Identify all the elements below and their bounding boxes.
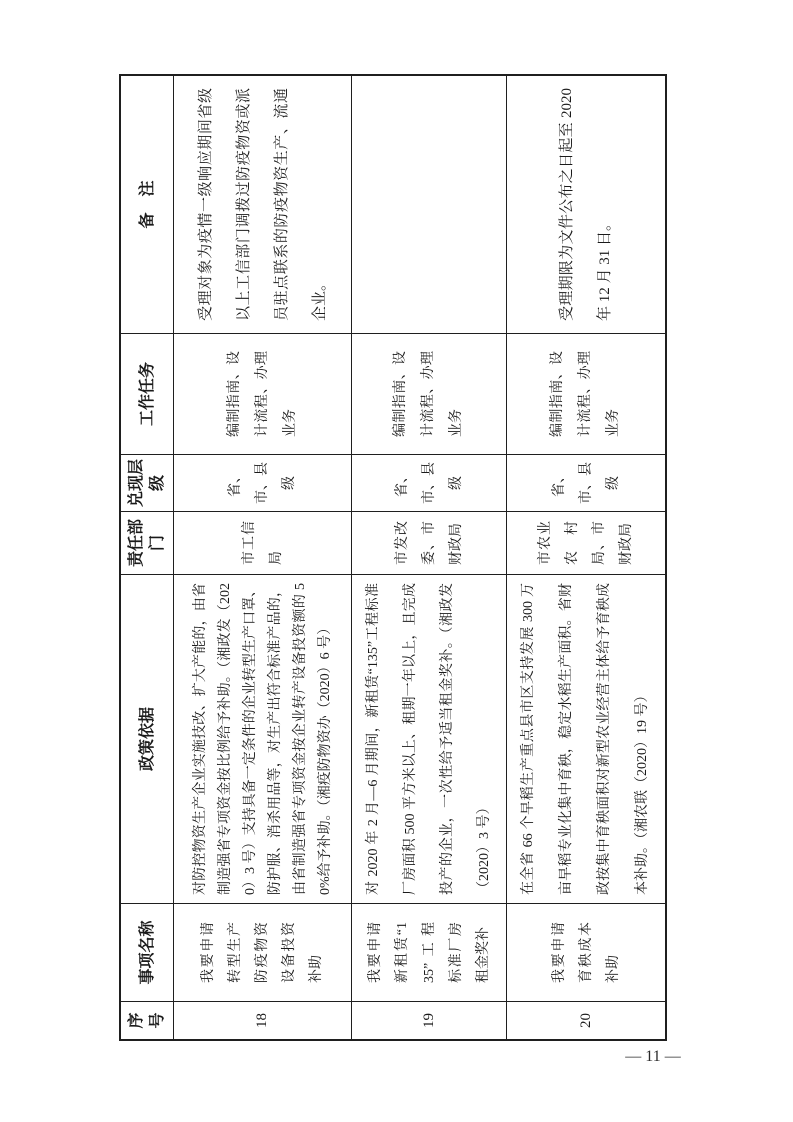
- row20-seq: 20: [577, 1013, 594, 1028]
- row20-name: 我要申请育秧成本补助: [551, 922, 621, 983]
- header-label-dept: 责任部门: [128, 519, 166, 568]
- row20-dept-cell: [507, 511, 665, 574]
- row20-remark: 受理期限为文件公布之日起至 2020 年 12 月 31 日。: [559, 88, 613, 321]
- row19-name: 我要申请新租赁“135”工程标准厂房租金奖补: [367, 922, 491, 983]
- row19-name-cell: [352, 903, 507, 1001]
- row19-seq-cell: [352, 1001, 507, 1039]
- row18-level-cell: [174, 454, 352, 511]
- header-label-level: 兑现层级: [128, 458, 166, 507]
- row18-remark: 受理对象为疫情一级响应期间省级以上工信部门调拨过防疫物资或派员驻点联系的防疫物资生产、流通企业。: [197, 88, 328, 321]
- row18-name: 我要申请转型生产防疫物资设备投资补助: [201, 922, 324, 983]
- row18-task: 编制指南、设计流程、办理业务: [226, 351, 298, 437]
- row20-remark-cell: [507, 76, 665, 333]
- row19-level-cell: [352, 454, 507, 511]
- header-cell-name: [121, 903, 174, 1001]
- row19-remark-cell: [352, 76, 507, 333]
- row20-seq-cell: [507, 1001, 665, 1039]
- row18-policy: 对防控物资生产企业实施技改、扩大产能的，由省制造强省专项资金按比例给予补助。（湘政发（2020）3 号）支持具备一定条件的企业转型生产口罩、防护服、消杀用品等，对生产出符合标准产品的，由省制造强省专项资金按企业转产设备投资额的 50%给予补助。（湘疫防物资办（2020）6 号）: [192, 583, 333, 895]
- row18-task-cell: [174, 333, 352, 454]
- row18-dept: 市工信局: [241, 521, 284, 565]
- header-cell-policy: [121, 574, 174, 903]
- row19-dept-cell: [352, 511, 507, 574]
- row19-task: 编制指南、设计流程、办理业务: [393, 351, 464, 437]
- rotated-policy-table: [119, 78, 663, 1041]
- row19-policy: 对 2020 年 2 月—6 月期间，新租赁“135”工程标准厂房面积 500 平方米以上、租期一年以上，且完成投产的企业，一次性给予适当租金奖补。（湘政发（2020）3 号）: [366, 583, 492, 895]
- row20-policy-cell: [507, 574, 665, 903]
- row20-policy: 在全省 66 个早稻生产重点县市区支持发展 300 万亩早稻专业化集中育秧，稳定水稻生产面积。省财政按集中育秧面积对新型农业经营主体给予育秧成本补助。（湘农联（2020）19 号）: [521, 583, 650, 895]
- row19-policy-cell: [352, 574, 507, 903]
- row20-level: 省、市、县级: [551, 462, 621, 504]
- row18-name-cell: [174, 903, 352, 1001]
- header-cell-dept: [121, 511, 174, 574]
- row20-level-cell: [507, 454, 665, 511]
- policy-table-grid: [119, 74, 667, 1041]
- row19-seq: 19: [420, 1013, 437, 1028]
- page-number: — 11 —: [625, 1048, 681, 1065]
- row18-level: 省、市、县级: [228, 462, 297, 504]
- row18-seq: 18: [254, 1013, 270, 1028]
- row18-dept-cell: [174, 511, 352, 574]
- row19-dept: 市发改委、市财政局: [394, 521, 464, 565]
- row20-task: 编制指南、设计流程、办理业务: [550, 351, 621, 437]
- header-cell-remark: [121, 76, 174, 333]
- row18-remark-cell: [174, 76, 352, 333]
- header-cell-seq: [121, 1001, 174, 1039]
- row19-task-cell: [352, 333, 507, 454]
- header-label-name: 事项名称: [138, 920, 156, 985]
- row18-seq-cell: [174, 1001, 352, 1039]
- header-cell-level: [121, 454, 174, 511]
- header-cell-task: [121, 333, 174, 454]
- row20-name-cell: [507, 903, 665, 1001]
- row18-policy-cell: [174, 574, 352, 903]
- header-label-remark: 备 注: [138, 180, 156, 229]
- header-label-policy: 政策依据: [138, 707, 156, 772]
- row20-task-cell: [507, 333, 665, 454]
- row20-dept: 市农业农村局、市财政局: [538, 521, 634, 565]
- header-label-seq: 序号: [128, 1012, 166, 1029]
- header-label-task: 工作任务: [138, 362, 156, 427]
- row19-level: 省、市、县级: [394, 462, 464, 504]
